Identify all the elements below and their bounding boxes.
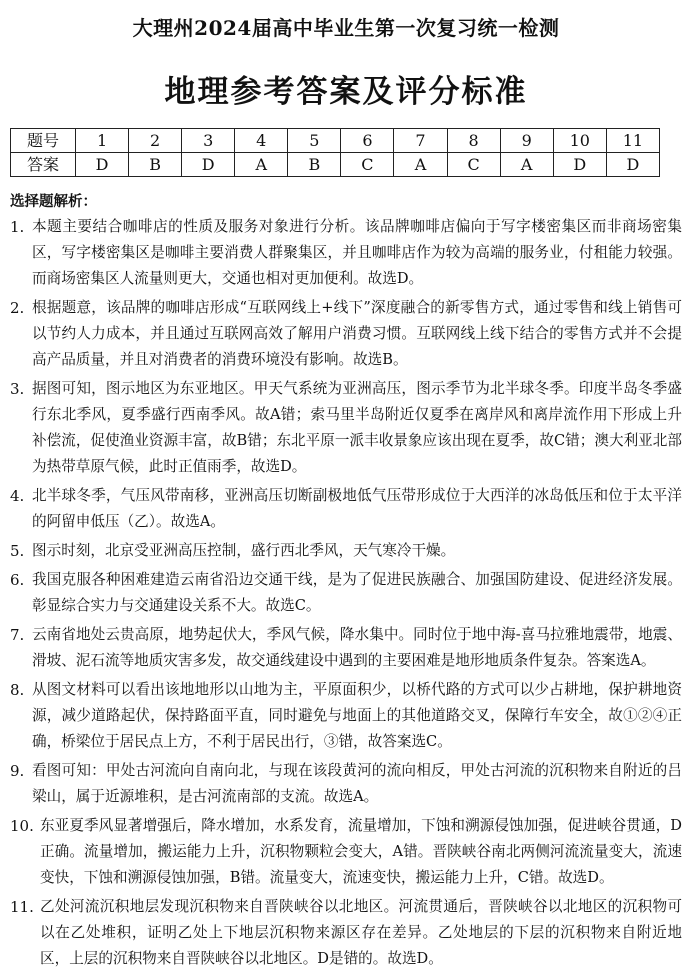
- explanation-number: 5.: [10, 542, 25, 560]
- answer-row: [11, 153, 660, 177]
- explanation-text: 我国克服各种困难建造云南省沿边交通干线，是为了促进民族融合、加强国防建设、促进经济发展。彰显综合实力与交通建设关系不大。故选C。: [32, 571, 682, 614]
- question-number-cell: 9: [500, 129, 553, 153]
- answer-cell: B: [129, 153, 182, 177]
- explanation-number: 4.: [10, 487, 25, 505]
- explanation-number: 10.: [10, 817, 34, 835]
- question-number-cell: 10: [553, 129, 606, 153]
- explanation-text: 看图可知：甲处古河流向自南向北，与现在该段黄河的流向相反，甲处古河流的沉积物来自附近的吕梁山，属于近源堆积，是古河流南部的支流。故选A。: [32, 762, 682, 805]
- question-number-row: [11, 129, 660, 153]
- question-number-cell: 8: [447, 129, 500, 153]
- answer-cell: D: [553, 153, 606, 177]
- explanation-number: 11.: [10, 898, 34, 916]
- section-heading: 选择题解析：: [10, 193, 97, 210]
- question-number-cell: 2: [129, 129, 182, 153]
- document-title: 地理参考答案及评分标准: [164, 74, 528, 110]
- answer-cell: A: [235, 153, 288, 177]
- explanation-text: 本题主要结合咖啡店的性质及服务对象进行分析。该品牌咖啡店偏向于写字楼密集区而非商场密集区，写字楼密集区是咖啡主要消费人群聚集区，并且咖啡店作为较为高端的服务业，付租能力较强。而商场密集区人流量则更大，交通也相对更加便利。故选D。: [32, 218, 682, 287]
- explanation-number: 3.: [10, 380, 25, 398]
- question-number-cell: 7: [394, 129, 447, 153]
- explanation-number: 6.: [10, 571, 25, 589]
- answer-cell: B: [288, 153, 341, 177]
- explanation-list: [10, 214, 682, 975]
- explanation-number: 8.: [10, 681, 25, 699]
- answer-cell: D: [182, 153, 235, 177]
- explanation-item: [10, 483, 682, 535]
- explanation-item: [10, 295, 682, 373]
- explanation-item: [10, 567, 682, 619]
- answer-cell: A: [500, 153, 553, 177]
- explanation-item: [10, 214, 682, 292]
- explanation-text: 乙处河流沉积地层发现沉积物来自晋陕峡谷以北地区。河流贯通后，晋陕峡谷以北地区的沉积物可以在乙处堆积，证明乙处上下地层沉积物来源区存在差异。乙处地层的下层的沉积物来自附近地区，上层的沉积物来自晋陕峡谷以北地区。D是错的。故选D。: [40, 898, 682, 967]
- explanation-item: [10, 376, 682, 480]
- answer-cell: D: [76, 153, 129, 177]
- question-number-cell: 1: [76, 129, 129, 153]
- explanation-text: 据图可知，图示地区为东亚地区。甲天气系统为亚洲高压，图示季节为北半球冬季。印度半岛冬季盛行东北季风，夏季盛行西南季风。故A错；索马里半岛附近仅夏季在离岸风和离岸流作用下形成上升补偿流，促使渔业资源丰富，故B错；东北平原一派丰收景象应该出现在夏季，故C错；澳大利亚北部为热带草原气候，此时正值雨季，故选D。: [32, 380, 682, 475]
- question-number-cell: 5: [288, 129, 341, 153]
- explanation-number: 2.: [10, 299, 25, 317]
- explanation-text: 东亚夏季风显著增强后，降水增加，水系发育，流量增加，下蚀和溯源侵蚀加强，促进峡谷贯通，D正确。流量增加，搬运能力上升，沉积物颗粒会变大，A错。晋陕峡谷南北两侧河流流量变大，流速变快，下蚀和溯源侵蚀加强，B错。流量变大，流速变快，搬运能力上升，C错。故选D。: [40, 817, 682, 886]
- explanation-item: [10, 894, 682, 972]
- row-label-answer: 答案: [11, 153, 76, 177]
- answer-table: [10, 128, 660, 177]
- explanation-text: 根据题意，该品牌的咖啡店形成“互联网线上+线下”深度融合的新零售方式，通过零售和线上销售可以节约人力成本，并且通过互联网高效了解用户消费习惯。互联网线上线下结合的零售方式并不会提高产品质量，并且对消费者的消费环境没有影响。故选B。: [32, 299, 682, 368]
- explanation-item: [10, 538, 682, 564]
- question-number-cell: 6: [341, 129, 394, 153]
- answer-cell: C: [447, 153, 500, 177]
- answer-cell: D: [606, 153, 659, 177]
- explanation-text: 北半球冬季，气压风带南移，亚洲高压切断副极地低气压带形成位于大西洋的冰岛低压和位于太平洋的阿留申低压（乙）。故选A。: [32, 487, 682, 530]
- question-number-cell: 3: [182, 129, 235, 153]
- explanation-number: 7.: [10, 626, 25, 644]
- explanation-number: 1.: [10, 218, 25, 236]
- explanation-number: 9.: [10, 762, 25, 780]
- question-number-cell: 11: [606, 129, 659, 153]
- explanation-item: [10, 758, 682, 810]
- row-label-number: 题号: [11, 129, 76, 153]
- explanation-item: [10, 677, 682, 755]
- question-number-cell: 4: [235, 129, 288, 153]
- explanation-text: 云南省地处云贵高原，地势起伏大，季风气候，降水集中。同时位于地中海-喜马拉雅地震带，地震、滑坡、泥石流等地质灾害多发，故交通线建设中遇到的主要困难是地形地质条件复杂。答案选A。: [32, 626, 682, 669]
- explanation-item: [10, 622, 682, 674]
- answer-cell: A: [394, 153, 447, 177]
- exam-title: 大理州2024届高中毕业生第一次复习统一检测: [132, 16, 560, 40]
- explanation-text: 图示时刻，北京受亚洲高压控制，盛行西北季风，天气寒冷干燥。: [32, 542, 456, 559]
- explanation-text: 从图文材料可以看出该地地形以山地为主，平原面积少，以桥代路的方式可以少占耕地，保护耕地资源，减少道路起伏，保持路面平直，同时避免与地面上的其他道路交叉，保障行车安全，故①②④正确，桥梁位于居民点上方，不利于居民出行，③错，故答案选C。: [32, 681, 682, 750]
- answer-cell: C: [341, 153, 394, 177]
- explanation-item: [10, 813, 682, 891]
